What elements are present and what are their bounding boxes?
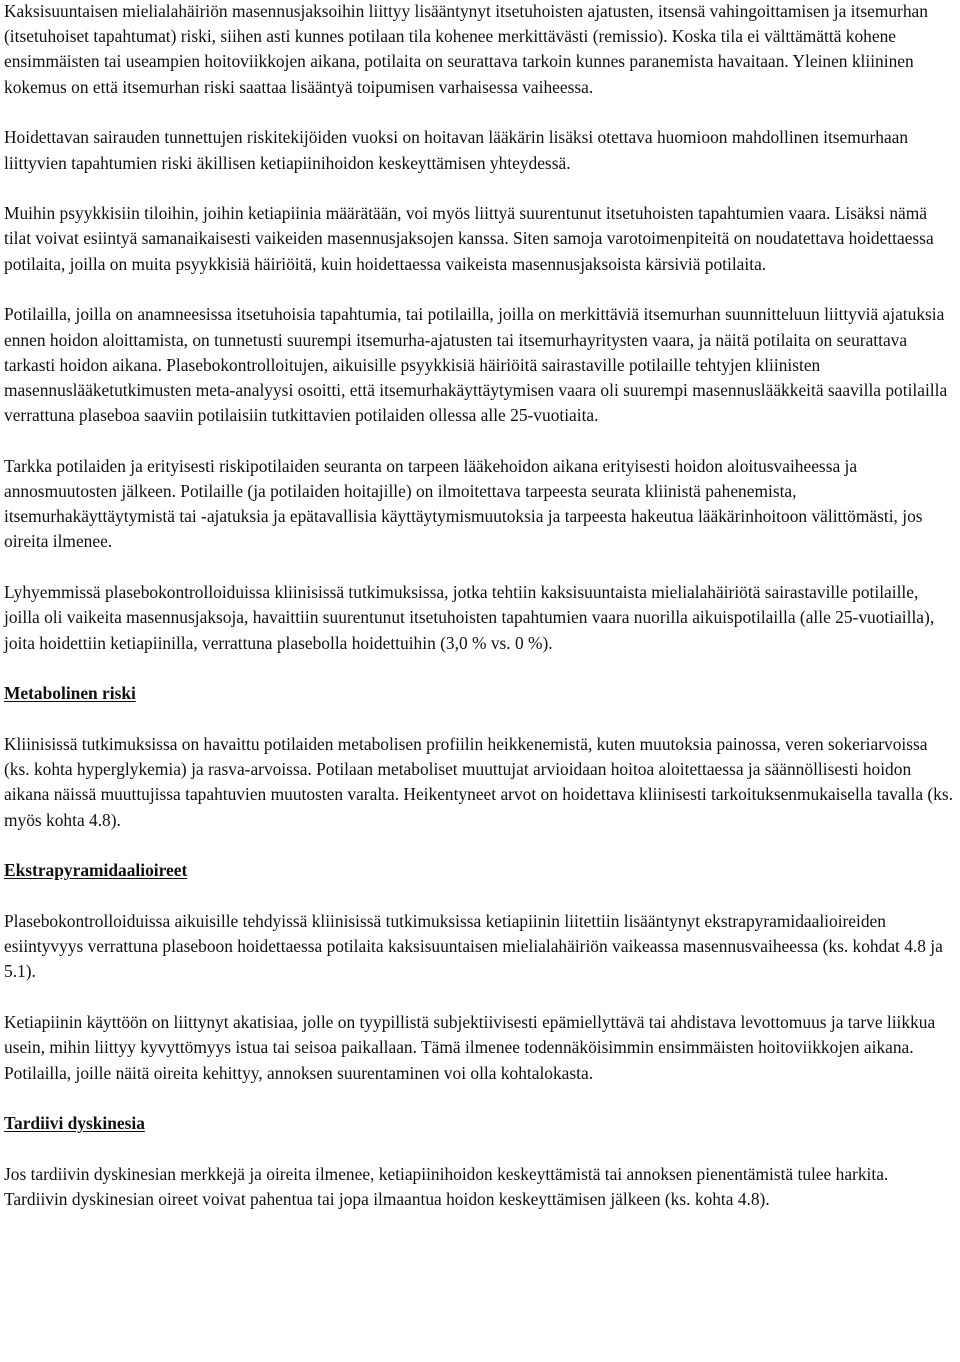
heading-metabolic-risk: Metabolinen riski bbox=[4, 683, 136, 704]
paragraph-tardive-dyskinesia: Jos tardiivin dyskinesian merkkejä ja oireita ilmenee, ketiapiinihoidon keskeyttämistä tai annoksen pienentämistä tulee harkita. Tardiivin dyskinesian oireet voivat pahentua tai jopa ilmaantua hoidon keskeyttämisen jälkeen (ks. kohta 4.8). bbox=[4, 1163, 889, 1210]
paragraph-close-monitoring: Tarkka potilaiden ja erityisesti riskipotilaiden seuranta on tarpeen lääkehoidon aikana erityisesti hoidon aloitusvaiheessa ja annosmuutosten jälkeen. Potilaille (ja potilaiden hoitajille) on ilmoitettava tarpeesta seurata kliinistä pahenemista, itsemurhakäyttäytymistä tai -ajatuksia ja epätavallisia käyttäytymismuutoksia ja tarpeesta hakeutua lääkärinhoitoon välittömästi, jos oireita ilmenee. bbox=[4, 455, 923, 552]
paragraph-akathisia: Ketiapiinin käyttöön on liittynyt akatisiaa, jolle on tyypillistä subjektiivisesti epämiellyttävä tai ahdistava levottomuus ja tarve liikkua usein, mihin liittyy kyvyttömyys istua tai seisoa paikallaan. Tämä ilmenee todennäköisimmin ensimmäisten hoitoviikkojen aikana. Potilailla, joille näitä oireita kehittyy, annoksen suurentaminen voi olla kohtalokasta. bbox=[4, 1012, 936, 1083]
heading-tardive-dyskinesia: Tardiivi dyskinesia bbox=[4, 1113, 145, 1134]
paragraph-eps-incidence: Plasebokontrolloiduissa aikuisille tehdyissä kliinisissä tutkimuksissa ketiapiinin liitettiin lisääntynyt ekstrapyramidaalioireiden esiintyvyys verrattuna plaseboon hoidettaessa potilaita kaksisuuntaisen mielialahäiriön vaikeassa masennusvaiheessa (ks. kohdat 4.8 ja 5.1). bbox=[4, 910, 943, 982]
paragraph-other-psychiatric-conditions: Muihin psyykkisiin tiloihin, joihin ketiapiinia määrätään, voi myös liittyä suurentunut itsetuhoisten tapahtumien vaara. Lisäksi nämä tilat voivat esiintyä samanaikaisesti vaikeiden masennusjaksojen kanssa. Siten samoja varotoimenpiteitä on noudatettava hoidettaessa potilaita, joilla on muita psyykkisiä häiriöitä, kuin hoidettaessa vaikeista masennusjaksoista kärsiviä potilaita. bbox=[4, 203, 934, 274]
paragraph-metabolic-profile: Kliinisissä tutkimuksissa on havaittu potilaiden metabolisen profiilin heikkenemistä, kuten muutoksia painossa, veren sokeriarvoissa (ks. kohta hyperglykemia) ja rasva-arvoissa. Potilaan metaboliset muuttujat arvioidaan hoitoa aloitettaessa ja säännöllisesti hoidon aikana näissä muuttujissa tapahtuvien muutosten varalta. Heikentyneet arvot on hoidettava kliinisesti tarkoituksenmukaisella tavalla (ks. myös kohta 4.8). bbox=[4, 733, 953, 830]
paragraph-depression-suicide-risk: Kaksisuuntaisen mielialahäiriön masennusjaksoihin liittyy lisääntynyt itsetuhoisten ajatusten, itsensä vahingoittamisen ja itsemurhan (itsetuhoiset tapahtumat) riski, siihen asti kunnes potilaan tila kohenee merkittävästi (remissio). Koska tila ei välttämättä kohene ensimmäisten tai useampien hoitoviikkojen aikana, potilaita on seurattava tarkoin kunnes paranemista havaitaan. Yleinen kliininen kokemus on että itsemurhan riski saattaa lisääntyä toipumisen varhaisessa vaiheessa. bbox=[4, 1, 928, 97]
heading-extrapyramidal-symptoms: Ekstrapyramidaalioireet bbox=[4, 860, 188, 881]
paragraph-young-adults-risk: Lyhyemmissä plasebokontrolloiduissa kliinisissä tutkimuksissa, jotka tehtiin kaksisuuntaista mielialahäiriötä sairastaville potilaille, joilla oli vaikeita masennusjaksoja, havaittiin suurentunut itsetuhoisten tapahtumien vaara nuorilla aikuispotilailla (alle 25-vuotiailla), joita hoidettiin ketiapiinilla, verrattuna plasebolla hoidettuihin (3,0 % vs. 0 %). bbox=[4, 582, 935, 653]
paragraph-discontinuation-risk: Hoidettavan sairauden tunnettujen riskitekijöiden vuoksi on hoitavan lääkärin lisäksi otettava huomioon mahdollinen itsemurhaan liittyvien tapahtumien riski äkillisen ketiapiinihoidon keskeyttämisen yhteydessä. bbox=[4, 127, 909, 173]
document-page bbox=[4, 0, 954, 1238]
paragraph-suicidal-history-meta-analysis: Potilailla, joilla on anamneesissa itsetuhoisia tapahtumia, tai potilailla, joilla on merkittäviä itsemurhan suunnitteluun liittyviä ajatuksia ennen hoidon aloittamista, on tunnetusti suurempi itsemurha-ajatusten tai itsemurhayritysten vaara, ja näitä potilaita on seurattava tarkasti hoidon aikana. Plasebokontrolloitujen, aikuisille psyykkisiä häiriöitä sairastaville potilaille tehtyjen kliinisten masennuslääketutkimusten meta-analyysi osoitti, että itsemurhakäyttäytymisen vaara oli suurempi masennuslääkkeitä saavilla potilailla verrattuna plaseboa saaviin potilaisiin tutkittavien potilaiden ollessa alle 25-vuotiaita. bbox=[4, 304, 948, 426]
